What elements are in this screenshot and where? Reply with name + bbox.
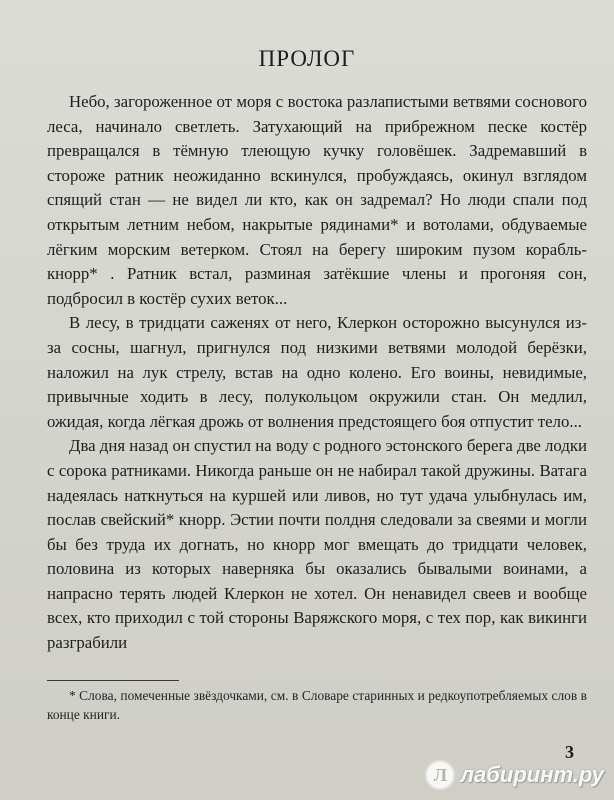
paragraph-2: В лесу, в тридцати саженях от него, Клеркон осторожно высунулся из-за сосны, шагнул, пригнулся под низкими ветвями молодой берёзки, наложил на лук стрелу, встав на одно колено. Его воины, невидимые, привычные ходить в лесу, полукольцом окружили стан. Он медлил, ожидая, когда лёгкая дрожь от волнения предстоящего боя отпустит тело... (47, 313, 587, 431)
watermark (425, 760, 604, 790)
watermark-text: лабиринт.ру (460, 762, 604, 787)
labirint-logo-icon: Л (425, 760, 455, 790)
body-text (47, 90, 587, 656)
paragraph-1: Небо, загороженное от моря с востока разлапистыми ветвями соснового леса, начинало светлеть. Затухающий на прибрежном песке костёр превращался в тёмную тлеющую кучку головёшек. Задремавший в стороже ратник неожиданно вскинулся, пробуждаясь, окинул взглядом спящий стан — не видел ли кто, как он задремал? Но люди спали под открытым летним небом, накрытые рядинами* и вотолами, обдуваемые лёгким морским ветерком. Стоял на берегу широким пузом корабль-кнорр* . Ратник встал, разминая затёкшие члены и прогоняя сон, подбросил в костёр сухих веток... (47, 92, 587, 308)
footnote-divider (47, 680, 179, 681)
paragraph-3: Два дня назад он спустил на воду с родного эстонского берега две лодки с сорока ратниками. Никогда раньше он не набирал такой дружины. Ватага надеялась наткнуться на куршей или ливов, но тут удача улыбнулась им, послав свейский* кнорр. Эстии почти полдня следовали за свеями и могли бы без труда их догнать, но кнорр мог вмещать до тридцати человек, половина из которых наверняка бы оказались бывалыми воинами, а напрасно терять людей Клеркон не хотел. Он ненавидел свеев и вообще всех, кто приходил с той стороны Варяжского моря, с тех пор, как викинги разграбили (47, 436, 587, 653)
page-number: 3 (565, 742, 574, 762)
footnote: * Слова, помеченные звёздочками, см. в Словаре старинных и редкоупотребляемых слов в конце книги. (47, 688, 587, 722)
chapter-title: ПРОЛОГ (258, 46, 356, 71)
